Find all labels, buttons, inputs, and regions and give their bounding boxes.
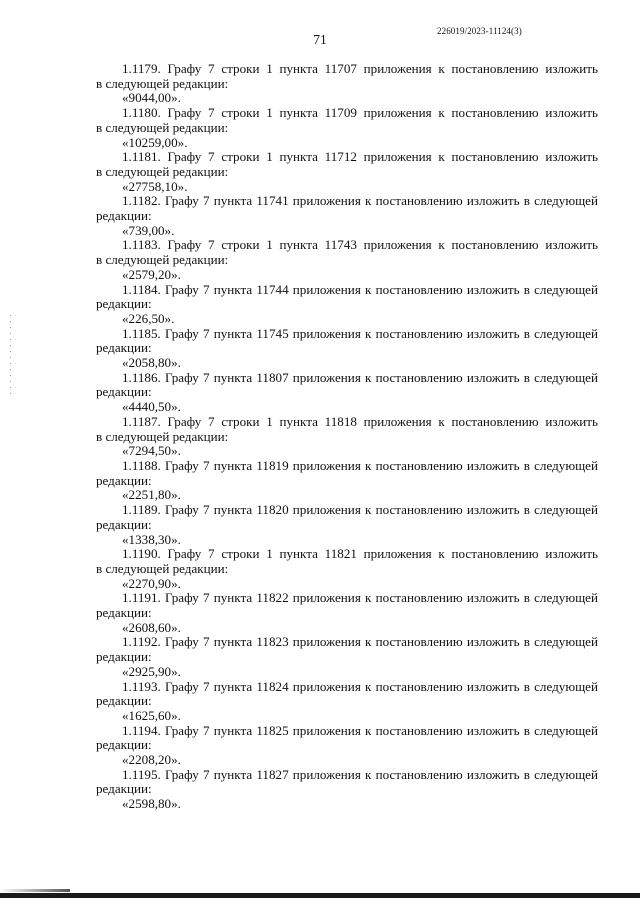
- page-number: 71: [313, 32, 327, 47]
- amendment-text: 1.1192. Графу 7 пункта 11823 приложения к постановлению изложить в следующей: [122, 634, 598, 650]
- amendment-text-cont: редакции:: [96, 472, 152, 488]
- amendment-item: [96, 371, 598, 415]
- amendment-text: 1.1195. Графу 7 пункта 11827 приложения к постановлению изложить в следующей: [122, 766, 598, 782]
- amendment-item: [96, 768, 598, 812]
- amendment-value: «2579,20».: [122, 266, 181, 282]
- amendment-item: [96, 459, 598, 503]
- document-id: 226019/2023-11124(3): [437, 26, 522, 36]
- amendment-item: [96, 547, 598, 591]
- amendment-item: [96, 680, 598, 724]
- amendment-item: [96, 724, 598, 768]
- amendment-value: «2058,80».: [122, 355, 181, 371]
- amendment-item: [96, 62, 598, 106]
- amendment-text-cont: в следующей редакции:: [96, 560, 229, 576]
- amendment-text-cont: редакции:: [96, 516, 152, 532]
- amendment-text: 1.1193. Графу 7 пункта 11824 приложения к постановлению изложить в следующей: [122, 678, 598, 694]
- amendment-text-cont: в следующей редакции:: [96, 75, 229, 91]
- amendment-value: «2208,20».: [122, 752, 181, 768]
- amendment-value: «2925,90».: [122, 663, 181, 679]
- amendment-value: «9044,00».: [122, 90, 181, 106]
- amendment-text: 1.1180. Графу 7 строки 1 пункта 11709 приложения к постановлению изложить: [122, 105, 598, 121]
- amendment-text-cont: редакции:: [96, 737, 152, 753]
- amendment-list: [96, 62, 598, 812]
- amendment-item: [96, 635, 598, 679]
- scan-bottom-edge: [0, 893, 640, 898]
- amendment-text-cont: редакции:: [96, 208, 152, 224]
- amendment-text-cont: редакции:: [96, 384, 152, 400]
- amendment-value: «7294,50».: [122, 443, 181, 459]
- amendment-text: 1.1186. Графу 7 пункта 11807 приложения к постановлению изложить в следующей: [122, 369, 598, 385]
- amendment-text-cont: в следующей редакции:: [96, 428, 229, 444]
- amendment-text-cont: редакции:: [96, 605, 152, 621]
- amendment-text: 1.1190. Графу 7 строки 1 пункта 11821 приложения к постановлению изложить: [122, 546, 598, 562]
- amendment-text-cont: в следующей редакции:: [96, 163, 229, 179]
- amendment-item: [96, 415, 598, 459]
- amendment-text-cont: редакции:: [96, 296, 152, 312]
- amendment-text: 1.1191. Графу 7 пункта 11822 приложения к постановлению изложить в следующей: [122, 590, 598, 606]
- amendment-text-cont: в следующей редакции:: [96, 119, 229, 135]
- amendment-text: 1.1188. Графу 7 пункта 11819 приложения к постановлению изложить в следующей: [122, 457, 598, 473]
- amendment-item: [96, 591, 598, 635]
- amendment-value: «226,50».: [122, 310, 175, 326]
- amendment-text: 1.1179. Графу 7 строки 1 пункта 11707 приложения к постановлению изложить: [122, 61, 598, 76]
- amendment-item: [96, 106, 598, 150]
- amendment-value: «4440,50».: [122, 399, 181, 415]
- amendment-text-cont: редакции:: [96, 649, 152, 665]
- amendment-text: 1.1181. Графу 7 строки 1 пункта 11712 приложения к постановлению изложить: [122, 149, 598, 165]
- amendment-item: [96, 194, 598, 238]
- amendment-value: «1338,30».: [122, 531, 181, 547]
- margin-scan-marks: [10, 315, 11, 395]
- amendment-value: «27758,10».: [122, 178, 188, 194]
- amendment-value: «2598,80».: [122, 796, 181, 812]
- amendment-text: 1.1189. Графу 7 пункта 11820 приложения к постановлению изложить в следующей: [122, 502, 598, 518]
- amendment-text-cont: редакции:: [96, 781, 152, 797]
- amendment-value: «739,00».: [122, 222, 175, 238]
- amendment-text-cont: редакции:: [96, 693, 152, 709]
- amendment-value: «1625,60».: [122, 707, 181, 723]
- amendment-text: 1.1194. Графу 7 пункта 11825 приложения к постановлению изложить в следующей: [122, 722, 598, 738]
- amendment-text-cont: редакции:: [96, 340, 152, 356]
- amendment-item: [96, 327, 598, 371]
- amendment-item: [96, 150, 598, 194]
- amendment-text-cont: в следующей редакции:: [96, 252, 229, 268]
- amendment-text: 1.1182. Графу 7 пункта 11741 приложения к постановлению изложить в следующей: [122, 193, 598, 209]
- amendment-value: «2251,80».: [122, 487, 181, 503]
- scan-edge-mark: [0, 889, 70, 892]
- amendment-item: [96, 238, 598, 282]
- amendment-item: [96, 283, 598, 327]
- amendment-text: 1.1183. Графу 7 строки 1 пункта 11743 приложения к постановлению изложить: [122, 237, 598, 253]
- amendment-value: «10259,00».: [122, 134, 188, 150]
- amendment-value: «2608,60».: [122, 619, 181, 635]
- amendment-text: 1.1184. Графу 7 пункта 11744 приложения к постановлению изложить в следующей: [122, 281, 598, 297]
- amendment-value: «2270,90».: [122, 575, 181, 591]
- amendment-item: [96, 503, 598, 547]
- amendment-text: 1.1185. Графу 7 пункта 11745 приложения к постановлению изложить в следующей: [122, 325, 598, 341]
- amendment-text: 1.1187. Графу 7 строки 1 пункта 11818 приложения к постановлению изложить: [122, 413, 598, 429]
